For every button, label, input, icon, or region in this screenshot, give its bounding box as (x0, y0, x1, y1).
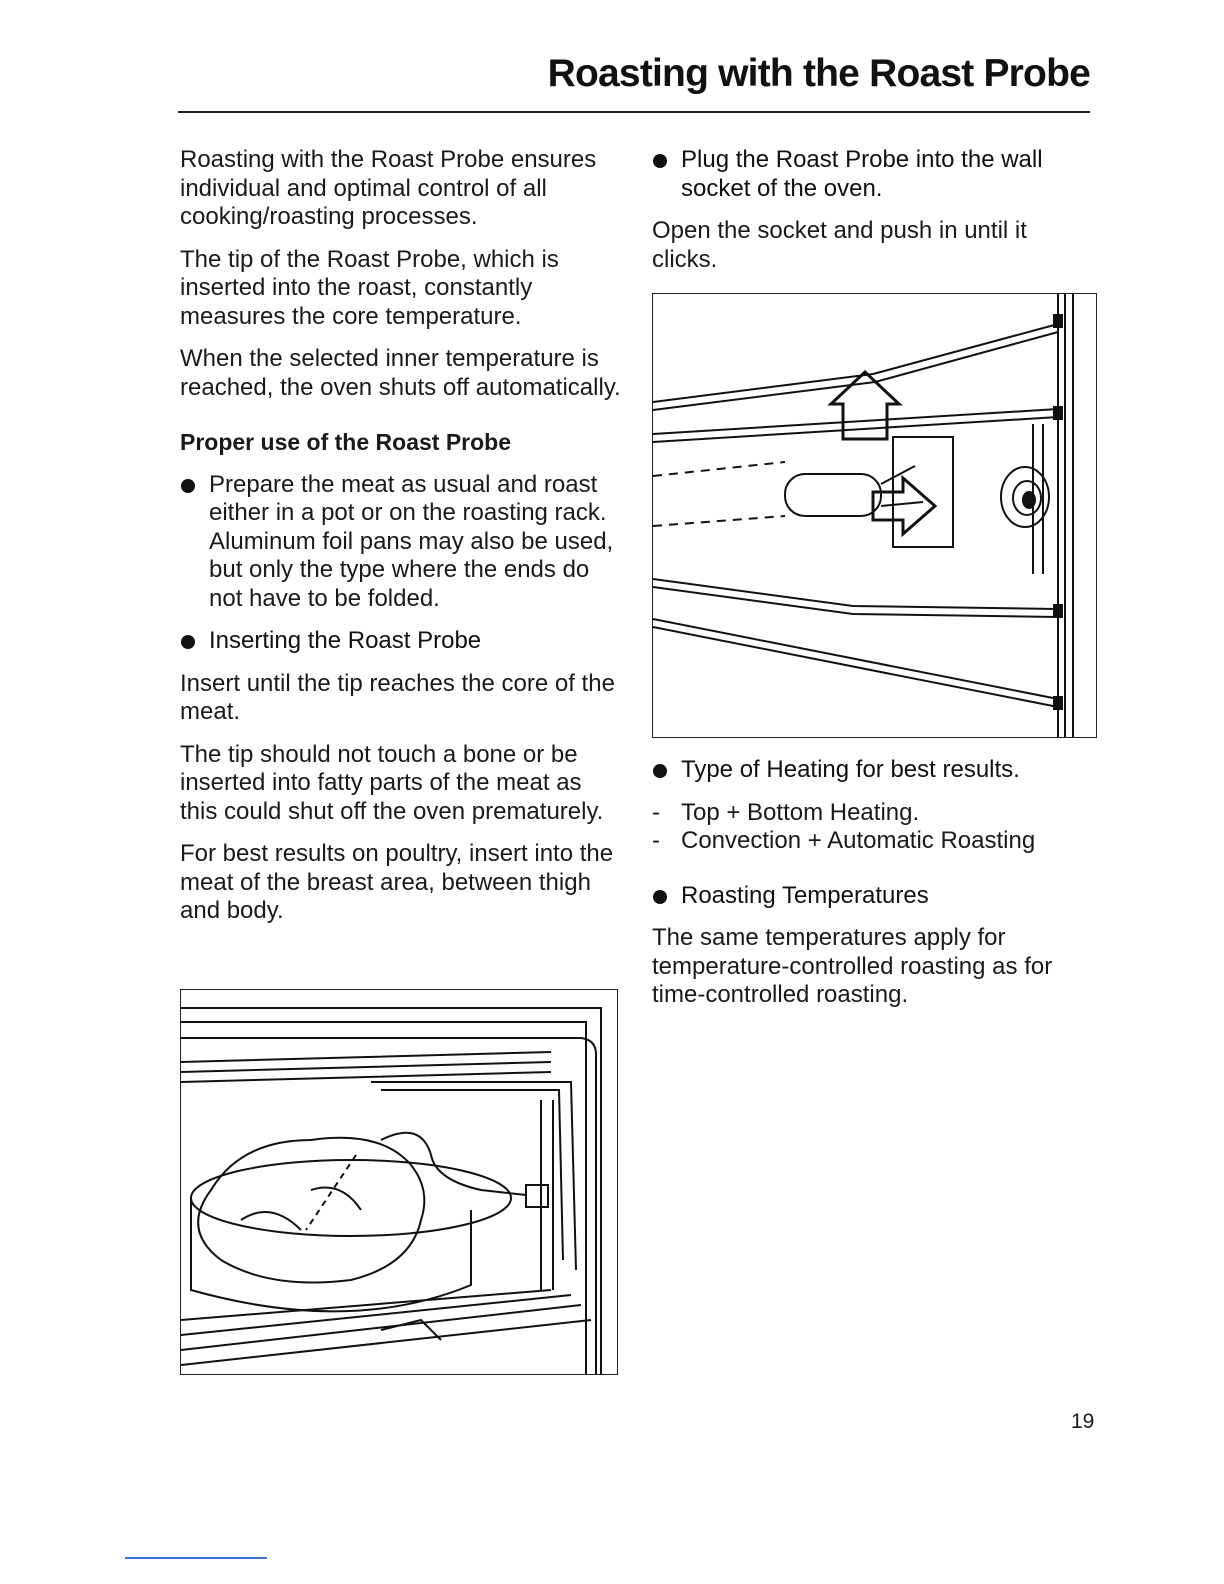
bullet-icon (653, 890, 667, 904)
bullet-icon (653, 154, 667, 168)
page-number: 19 (1071, 1410, 1095, 1433)
intro-paragraph-3: When the selected inner temperature is reached, the oven shuts off automatically. (180, 345, 621, 401)
page-title: Roasting with the Roast Probe (547, 52, 1090, 95)
bullet-icon (181, 479, 195, 493)
bullet-inserting-text: Inserting the Roast Probe (209, 627, 482, 654)
bullet-temps-text: Roasting Temperatures (681, 881, 929, 909)
bullet-inserting-probe (180, 627, 625, 656)
heating-option-text: Top + Bottom Heating. (681, 798, 920, 826)
bullet-heating-text: Type of Heating for best results. (681, 756, 1020, 783)
bullet-icon (181, 635, 195, 649)
left-column (180, 146, 625, 940)
dash-marker: - (652, 827, 660, 854)
bullet-prepare-meat (180, 471, 625, 614)
insert-paragraph-3: For best results on poultry, insert into the meat of the breast area, between thigh and body. (180, 840, 614, 924)
footer-link-underline (125, 1557, 267, 1559)
bullet-plug-probe (652, 146, 1097, 203)
bullet-roasting-temperatures (652, 882, 1097, 911)
temps-paragraph: The same temperatures apply for temperature-controlled roasting as for time-controlled roasting. (652, 924, 1053, 1008)
intro-paragraph-1: Roasting with the Roast Probe ensures individual and optimal control of all cooking/roasting processes. (180, 146, 597, 230)
intro-paragraph-2: The tip of the Roast Probe, which is inserted into the roast, constantly measures the core temperature. (180, 245, 559, 330)
bullet-prepare-text: Prepare the meat as usual and roast either in a pot or on the roasting rack. Aluminum foil pans may also be used, but only the type where the ends do not have to be folded. (209, 470, 614, 612)
oven-roast-illustration (180, 989, 618, 1375)
oven-drawing (181, 990, 617, 1374)
section-heading-proper-use: Proper use of the Roast Probe (180, 429, 512, 455)
heating-option-text: Convection + Automatic Roasting (681, 827, 1036, 854)
socket-illustration (652, 293, 1097, 738)
right-column-bottom (652, 756, 1097, 1024)
socket-drawing (653, 294, 1096, 737)
insert-paragraph-2: The tip should not touch a bone or be inserted into fatty parts of the meat as this could shut off the oven prematurely. (180, 740, 604, 825)
right-column-top (652, 146, 1097, 288)
title-divider (178, 111, 1090, 113)
plug-paragraph: Open the socket and push in until it clicks. (652, 217, 1027, 273)
insert-paragraph-1: Insert until the tip reaches the core of the meat. (180, 669, 615, 725)
heating-option (652, 799, 1097, 828)
dash-marker: - (652, 798, 660, 826)
bullet-icon (653, 764, 667, 778)
bullet-type-of-heating (652, 756, 1097, 785)
heating-option (652, 827, 1097, 856)
bullet-plug-text: Plug the Roast Probe into the wall socket of the oven. (681, 146, 1043, 202)
socket-detail (526, 1185, 548, 1207)
